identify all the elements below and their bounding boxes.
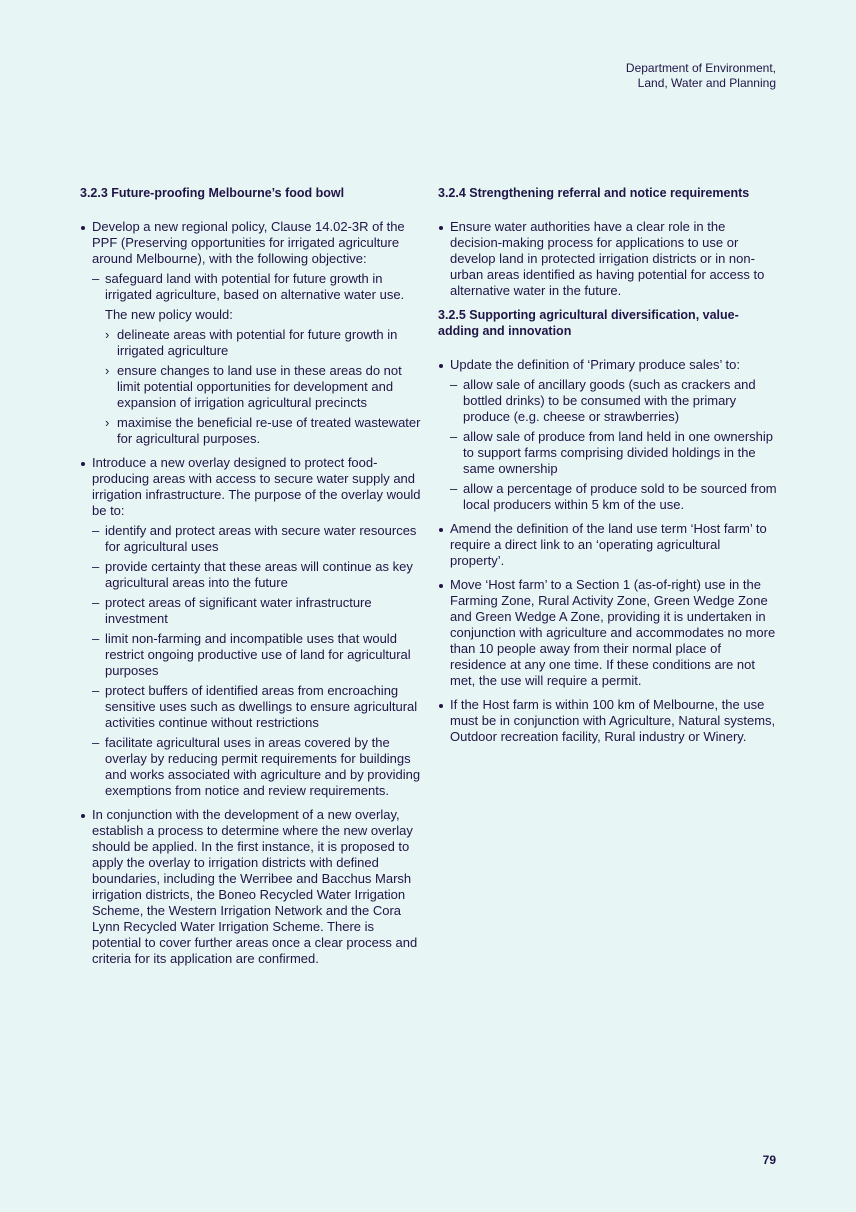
bullet-text: Update the definition of ‘Primary produce sales’ to: [450, 357, 741, 372]
list-item [438, 357, 778, 513]
list-item: In conjunction with the development of a new overlay, establish a process to determine where the new overlay should be applied. In the first instance, it is proposed to apply the overlay to irrigation districts with defined boundaries, including the Werribee and Bacchus Marsh irrigation districts, the Boneo Recycled Water Irrigation Scheme, the Western Irrigation Network and the Cora Lynn Recycled Water Irrigation Scheme. There is potential to cover further areas once a clear process and criteria for its application are confirmed. [80, 807, 422, 967]
header-line-1: Department of Environment, [625, 61, 776, 75]
list-item [80, 455, 422, 799]
bullet-list [438, 219, 778, 299]
section-heading-3-2-5: 3.2.5 Supporting agricultural diversification, value-adding and innovation [438, 308, 739, 338]
chevron-item: › ensure changes to land use in these areas do not limit potential opportunities for development and expansion of irrigation agricultural precincts [105, 363, 422, 411]
list-item: Amend the definition of the land use term ‘Host farm’ to require a direct link to an ‘operating agricultural property’. [438, 521, 778, 569]
bullet-text: Develop a new regional policy, Clause 14.02-3R of the PPF (Preserving opportunities for irrigated agriculture around Melbourne), with the following objective: [92, 219, 405, 266]
right-column [438, 185, 778, 753]
section-heading-3-2-4: 3.2.4 Strengthening referral and notice requirements [438, 186, 750, 200]
dash-list [92, 271, 422, 447]
list-item: If the Host farm is within 100 km of Melbourne, the use must be in conjunction with Agriculture, Natural systems, Outdoor recreation facility, Rural industry or Winery. [438, 697, 778, 745]
dash-item: – protect buffers of identified areas from encroaching sensitive uses such as dwellings to ensure agricultural activities continue without restrictions [92, 683, 422, 731]
list-item: Move ‘Host farm’ to a Section 1 (as-of-right) use in the Farming Zone, Rural Activity Zone, Green Wedge Zone and Green Wedge A Zone, providing it is undertaken in conjunction with agriculture and accommodates no more than 10 people away from their normal place of residence at any one time. If these conditions are not met, the use will require a permit. [438, 577, 778, 689]
dash-text: safeguard land with potential for future growth in irrigated agriculture, based on alternative water use. [105, 271, 405, 302]
bullet-list [438, 357, 778, 745]
dash-item: – facilitate agricultural uses in areas covered by the overlay by reducing permit requirements for buildings and works associated with agriculture and by providing exemptions from notice and review requirements. [92, 735, 422, 799]
dash-item: – provide certainty that these areas will continue as key agricultural areas into the future [92, 559, 422, 591]
chevron-item: › delineate areas with potential for future growth in irrigated agriculture [105, 327, 422, 359]
dash-item: – allow a percentage of produce sold to be sourced from local producers within 5 km of the use. [450, 481, 778, 513]
list-item [80, 219, 422, 447]
page-header [626, 61, 776, 91]
bullet-list [80, 219, 422, 967]
header-line-2: Land, Water and Planning [637, 76, 776, 90]
chevron-item: › maximise the beneficial re-use of treated wastewater for agricultural purposes. [105, 415, 422, 447]
dash-item: – allow sale of produce from land held in one ownership to support farms comprising divided holdings in the same ownership [450, 429, 778, 477]
dash-item: – protect areas of significant water infrastructure investment [92, 595, 422, 627]
page-number: 79 [762, 1153, 776, 1167]
dash-item: – allow sale of ancillary goods (such as crackers and bottled drinks) to be consumed with the primary produce (e.g. cheese or strawberries) [450, 377, 778, 425]
list-item: Ensure water authorities have a clear role in the decision-making process for applications to use or develop land in protected irrigation districts or in non-urban areas identified as having potential for access to alternative water in the future. [438, 219, 778, 299]
sub-paragraph: The new policy would: [105, 307, 233, 322]
left-column [80, 185, 422, 975]
dash-item: – identify and protect areas with secure water resources for agricultural uses [92, 523, 422, 555]
dash-list [92, 523, 422, 799]
section-heading-3-2-3: 3.2.3 Future-proofing Melbourne’s food bowl [80, 186, 345, 200]
chevron-list [105, 327, 422, 447]
dash-list [450, 377, 778, 513]
dash-item: – limit non-farming and incompatible uses that would restrict ongoing productive use of land for agricultural purposes [92, 631, 422, 679]
bullet-text: Introduce a new overlay designed to protect food-producing areas with access to secure water supply and irrigation infrastructure. The purpose of the overlay would be to: [92, 455, 421, 518]
dash-item [92, 271, 422, 447]
